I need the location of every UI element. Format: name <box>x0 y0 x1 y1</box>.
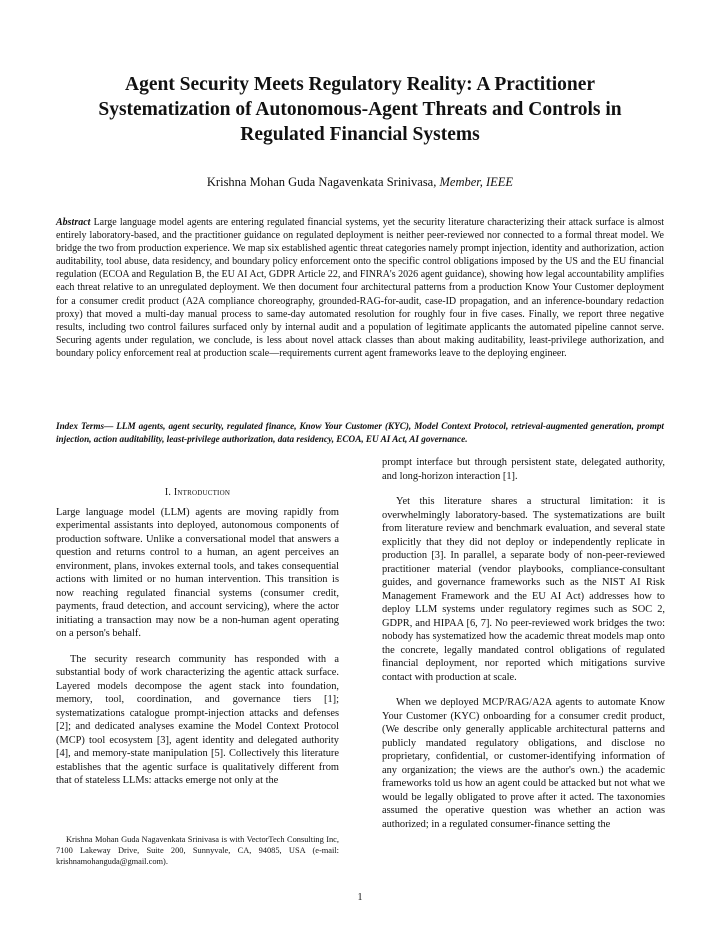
abstract-text: Large language model agents are entering regulated financial systems, yet the security literature characterizing their attack surface is almost entirely laboratory-based, and the practitioner guidance on regulated deployment is neither peer-reviewed nor connected to a formal threat model. We bridge the two from production experience. We map six established agentic threat categories namely prompt injection, identity and authorization, action auditability, tool abuse, data residency, and boundary policy enforcement onto the specific control obligations imposed by the US and the EU financial regulation (ECOA and Regulation B, the EU AI Act, GDPR Article 22, and FINRA's 2026 agent guidance), showing how legal accountability amplifies each threat relative to an unregulated deployment. We then document four architectural patterns from a production Know Your Customer deployment for a consumer credit product (A2A compliance choreography, grounded-RAG-for-audit, case-ID propagation, and an inference-boundary redaction proxy) that moved a multi-day manual process to same-day automated resolution for roughly four in five cases. Finally, we report three negative results, including two control failures surfaced only by internal audit and a population of legitimate applicants the automated pipeline cannot serve. Securing agents under regulation, we conclude, is less about novel attack classes than about making auditability, least-privilege authorization, and boundary policy enforcement real at production scale—requirements current agent frameworks leave to the deploying engineer. <box>56 217 664 359</box>
paragraph: Large language model (LLM) agents are moving rapidly from experimental assistants into deployed, autonomous components of production software. Unlike a conversational model that answers a question and returns control to a human, an agent perceives an environment, plans, invokes external tools, and takes consequential actions with limited or no human intervention. This transition is now reaching regulated financial systems (consumer credit, payments, fraud detection, and account servicing), where the actor initiating a transaction may now be a non-human agent operating on a person's behalf. <box>56 506 339 639</box>
section-title: Introduction <box>173 487 231 498</box>
paragraph: The security research community has responded with a substantial body of work characterizing the agentic attack surface. Layered models decompose the agent stack into foundation, memory, tool, coordination, and governance tiers [1]; systematizations catalogue prompt-injection attacks and defenses [2]; and dedicated analyses examine the Model Context Protocol (MCP) tool ecosystem [3], agent identity and delegated authority [4], and memory-state manipulation [5]. Collectively this literature establishes that the agentic surface is qualitatively different from that of stateless LLMs: attacks emerge not only at the <box>56 653 339 786</box>
abstract-label: Abstract <box>56 217 91 228</box>
abstract <box>56 216 664 360</box>
author-footnote: Krishna Mohan Guda Nagavenkata Srinivasa is with VectorTech Consulting Inc, 7100 Lakeway Drive, Suite 200, Sunnyvale, CA, 94085, USA (e-mail: krishnamohanguda@gmail.com). <box>56 835 339 866</box>
paragraph: When we deployed MCP/RAG/A2A agents to automate Know Your Customer (KYC) onboarding for a consumer credit product, (We describe only generally applicable architectural patterns and publicly mandated regulatory obligations, and disclose no proprietary, confidential, or customer-identifying information of any organization; the views are the author's own.) the academic frameworks told us how an agent could be attacked but not what we would be legally obligated to prove after it acted. The taxonomies assumed the operative question was whether an action was authorized; in a regulated consumer-finance setting the <box>382 697 665 830</box>
page-number: 1 <box>357 892 363 903</box>
paragraph: prompt interface but through persistent state, delegated authority, and long-horizon interaction [1]. <box>382 457 665 482</box>
paragraph: Yet this literature shares a structural limitation: it is overwhelmingly laboratory-based. The systematizations are built from literature review and benchmark evaluation, and several state explicitly that they did not deploy or independently replicate in production [3]. In parallel, a separate body of non-peer-reviewed practitioner material (vendor playbooks, compliance-consultant guides, and governance frameworks such as the NIST AI Risk Management Framework and the EU AI Act) addresses how to deploy LLM systems under regulatory regimes such as SOC 2, GDPR, and HIPAA [6, 7]. No peer-reviewed work bridges the two: nobody has systematized how the academic threat models map onto the concrete, legally mandated control obligations of regulated financial deployment, nor reported which mitigations survive contact with production at scale. <box>382 496 665 683</box>
section-number: I. <box>164 487 172 498</box>
index-terms: Index Terms— LLM agents, agent security, regulated finance, Know Your Customer (KYC), Model Context Protocol, retrieval-augmented generation, prompt injection, action auditability, least-privilege authorization, data residency, ECOA, EU AI Act, AI governance. <box>56 421 664 444</box>
paper-title: Agent Security Meets Regulatory Reality: A Practitioner Systematization of Autonomous-Agent Threats and Controls in Regulated Financial Systems <box>98 74 622 145</box>
section-heading <box>56 486 339 500</box>
right-column <box>382 456 665 831</box>
author-name: Krishna Mohan Guda Nagavenkata Srinivasa, <box>206 175 437 189</box>
author-line <box>60 175 660 190</box>
left-column <box>56 486 339 788</box>
author-membership: Member, IEEE <box>439 175 514 189</box>
